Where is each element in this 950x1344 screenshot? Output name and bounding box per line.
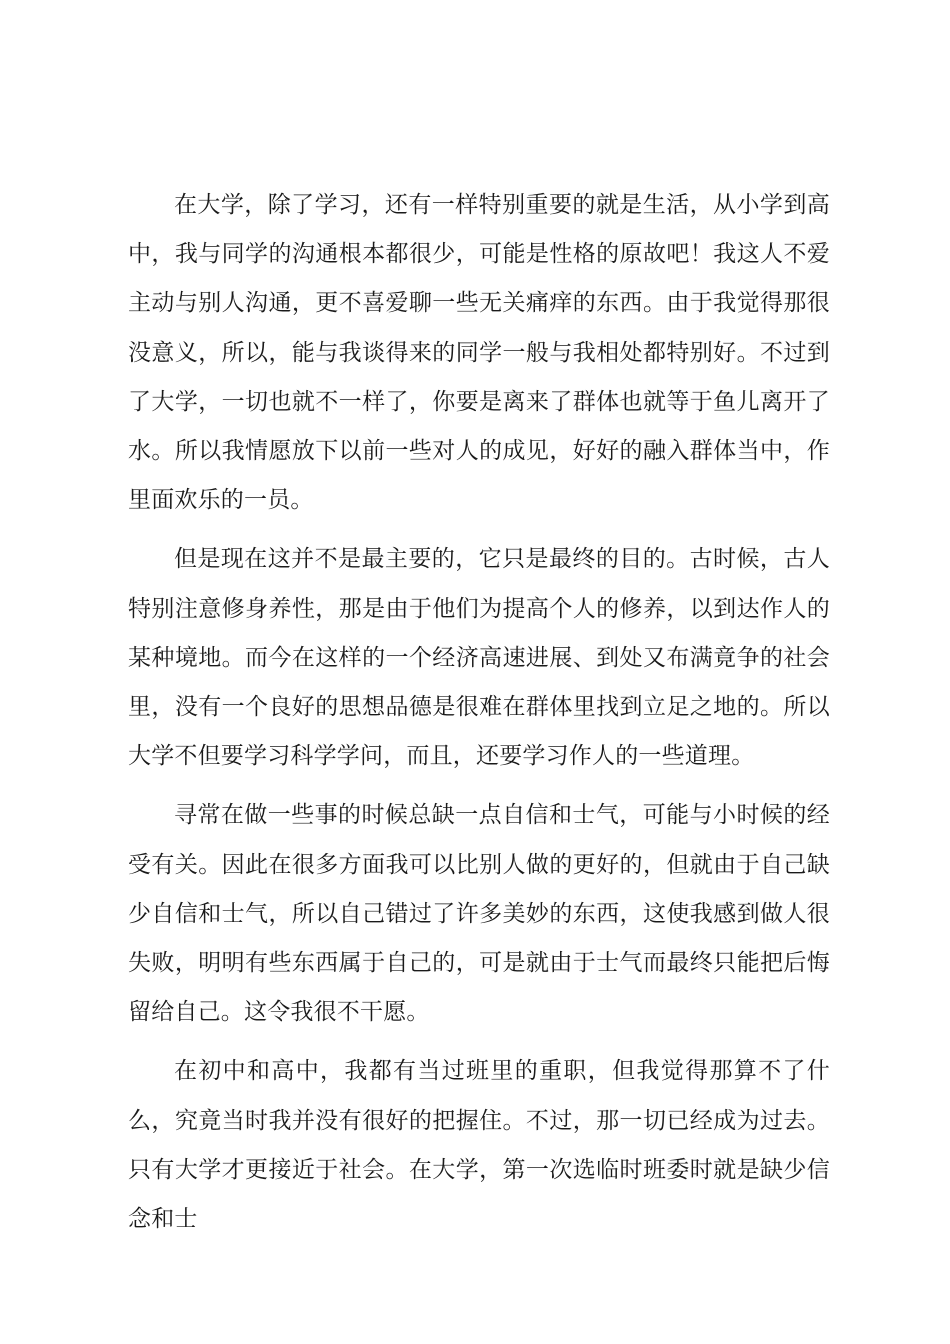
paragraph-3: 寻常在做一些事的时候总缺一点自信和士气，可能与小时候的经受有关。因此在很多方面我可以比别人做的更好的，但就由于自己缺少自信和士气，所以自己错过了许多美妙的东西，这使我感到做人很失败，明明有些东西属于自己的，可是就由于士气而最终只能把后悔留给自己。这令我很不干愿。 (128, 802, 830, 1026)
paragraph-1: 在大学，除了学习，还有一样特别重要的就是生活，从小学到高中，我与同学的沟通根本都很少，可能是性格的原故吧！我这人不爱主动与别人沟通，更不喜爱聊一些无关痛痒的东西。由于我觉得那很没意义，所以，能与我谈得来的同学一般与我相处都特别好。不过到了大学，一切也就不一样了，你要是离来了群体也就等于鱼儿离开了水。所以我情愿放下以前一些对人的成见，好好的融入群体当中，作里面欢乐的一员。 (128, 192, 830, 514)
paragraph-4: 在初中和高中，我都有当过班里的重职，但我觉得那算不了什么，究竟当时我并没有很好的把握住。不过，那一切已经成为过去。只有大学才更接近于社会。在大学，第一次选临时班委时就是缺少信念和士 (128, 1058, 830, 1233)
document-body (128, 181, 830, 1244)
paragraph-2: 但是现在这并不是最主要的，它只是最终的目的。古时候，古人特别注意修身养性，那是由于他们为提高个人的修养，以到达作人的某种境地。而今在这样的一个经济高速进展、到处又布满竟争的社会里，没有一个良好的思想品德是很难在群体里找到立足之地的。所以大学不但要学习科学学问，而且，还要学习作人的一些道理。 (128, 546, 830, 770)
